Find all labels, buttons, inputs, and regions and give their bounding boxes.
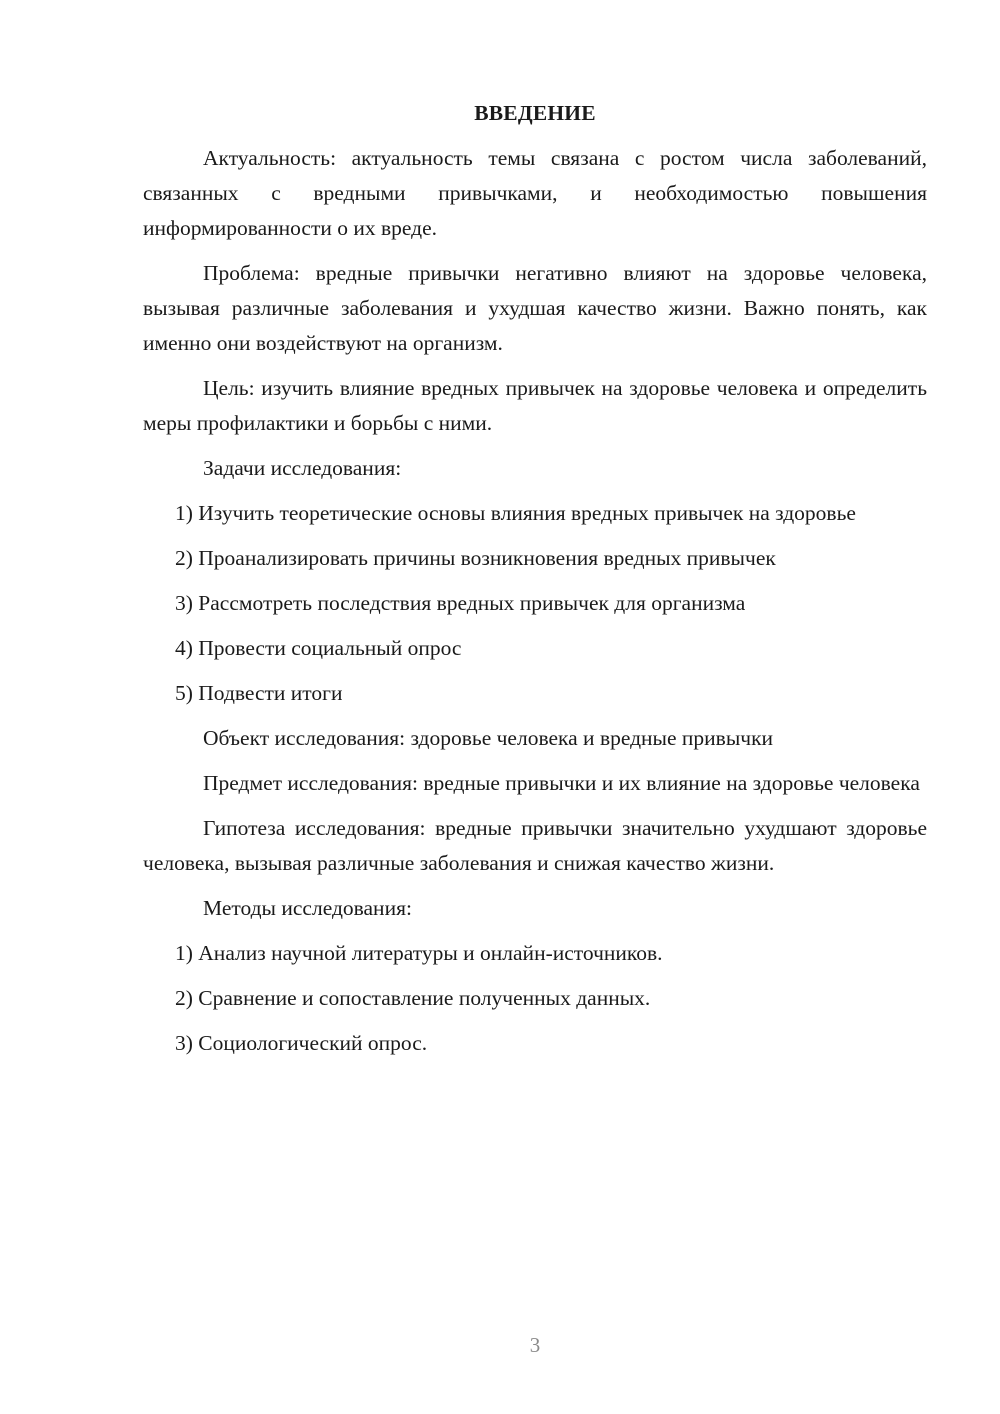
relevance-paragraph: Актуальность: актуальность темы связана с ростом числа заболеваний, связанных с вредными привычками, и необходимостью повышения информированности о их вреде. xyxy=(143,146,927,240)
tasks-heading: Задачи исследования: xyxy=(203,456,402,480)
hypothesis-paragraph: Гипотеза исследования: вредные привычки значительно ухудшают здоровье человека, вызывая различные заболевания и снижая качество жизни. xyxy=(143,816,927,875)
task-item-1: 1) Изучить теоретические основы влияния вредных привычек на здоровье xyxy=(175,501,856,525)
document-page xyxy=(143,96,927,1071)
problem-paragraph: Проблема: вредные привычки негативно влияют на здоровье человека, вызывая различные заболевания и ухудшая качество жизни. Важно понять, как именно они воздействуют на организм. xyxy=(143,261,927,355)
subject-paragraph: Предмет исследования: вредные привычки и их влияние на здоровье человека xyxy=(203,771,920,795)
task-item-3: 3) Рассмотреть последствия вредных привычек для организма xyxy=(175,591,746,615)
method-item-2: 2) Сравнение и сопоставление полученных данных. xyxy=(175,986,651,1010)
page-title: ВВЕДЕНИЕ xyxy=(474,101,596,125)
task-item-5: 5) Подвести итоги xyxy=(175,681,343,705)
methods-heading: Методы исследования: xyxy=(203,896,412,920)
task-item-4: 4) Провести социальный опрос xyxy=(175,636,462,660)
method-item-1: 1) Анализ научной литературы и онлайн-источников. xyxy=(175,941,663,965)
page-number: 3 xyxy=(529,1333,541,1357)
method-item-3: 3) Социологический опрос. xyxy=(175,1031,428,1055)
object-paragraph: Объект исследования: здоровье человека и вредные привычки xyxy=(203,726,774,750)
goal-paragraph: Цель: изучить влияние вредных привычек на здоровье человека и определить меры профилактики и борьбы с ними. xyxy=(143,376,927,435)
task-item-2: 2) Проанализировать причины возникновения вредных привычек xyxy=(175,546,776,570)
